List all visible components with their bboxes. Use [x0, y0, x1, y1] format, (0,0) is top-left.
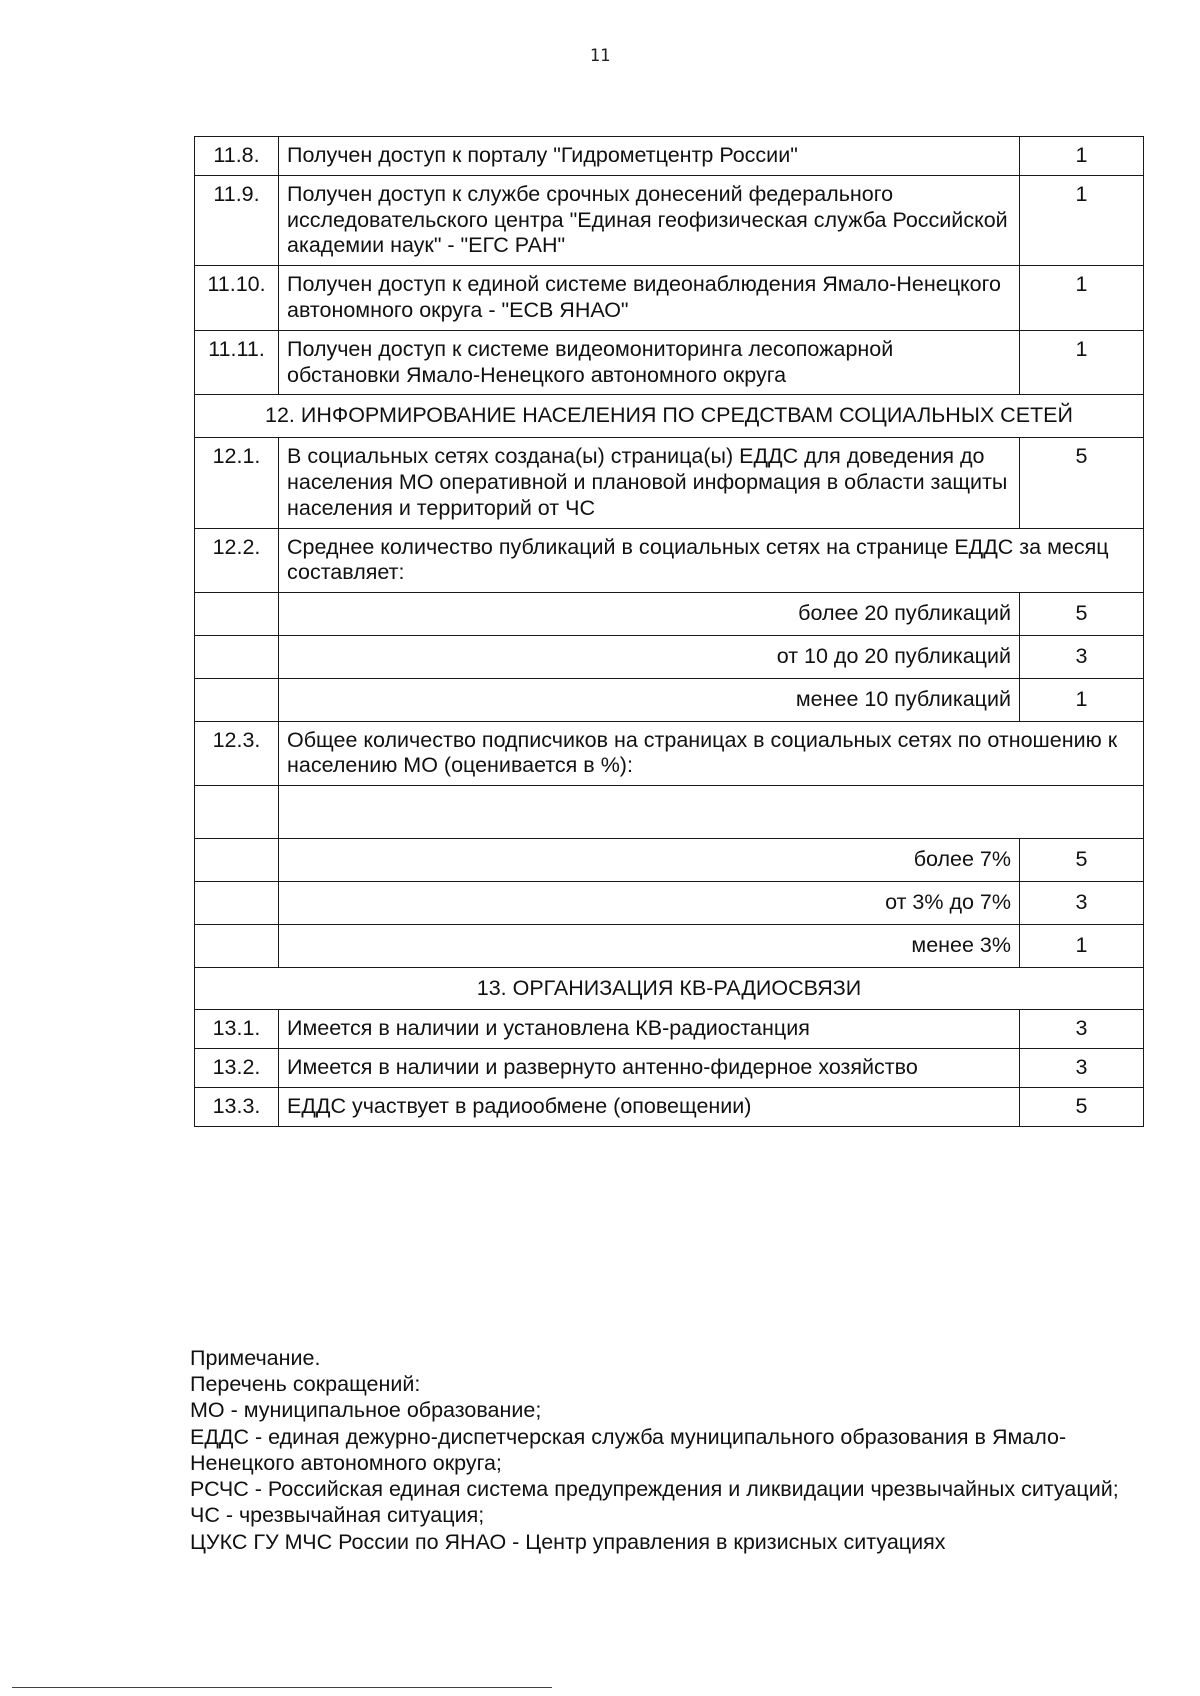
- item-number: 12.1.: [195, 438, 279, 528]
- table-row: [195, 1049, 1144, 1088]
- table-row: [195, 330, 1144, 395]
- item-score: 1: [1020, 266, 1144, 331]
- item-text: Общее количество подписчиков на страницах в социальных сетях по отношению к населению МО (оценивается в %):: [279, 721, 1144, 786]
- item-text: Получен доступ к системе видеомониторинга лесопожарной обстановки Ямало-Ненецкого автономного округа: [279, 330, 1020, 395]
- option-label: более 7%: [279, 839, 1020, 882]
- section-heading: 13. ОРГАНИЗАЦИЯ КВ-РАДИОСВЯЗИ: [195, 967, 1144, 1010]
- notes-section: [190, 1345, 1140, 1555]
- item-score: 5: [1020, 1087, 1144, 1126]
- section-heading: 12. ИНФОРМИРОВАНИЕ НАСЕЛЕНИЯ ПО СРЕДСТВАМ СОЦИАЛЬНЫХ СЕТЕЙ: [195, 395, 1144, 438]
- item-number: 11.10.: [195, 266, 279, 331]
- item-number: 13.2.: [195, 1049, 279, 1088]
- item-number: 13.3.: [195, 1087, 279, 1126]
- item-text: Среднее количество публикаций в социальных сетях на странице ЕДДС за месяц составляет:: [279, 528, 1144, 593]
- note-line: МО - муниципальное образование;: [190, 1398, 542, 1423]
- table-row: [195, 528, 1144, 593]
- empty-cell: [195, 786, 279, 839]
- note-line: ЕДДС - единая дежурно-диспетчерская служба муниципального образования в Ямало-Ненецкого автономного округа;: [190, 1424, 1067, 1475]
- option-row: [195, 881, 1144, 924]
- item-score: 1: [1020, 137, 1144, 176]
- item-number: 11.9.: [195, 175, 279, 265]
- option-score: 5: [1020, 593, 1144, 636]
- empty-cell: [279, 786, 1144, 839]
- option-score: 5: [1020, 839, 1144, 882]
- empty-cell: [195, 678, 279, 721]
- table-row: [195, 1087, 1144, 1126]
- note-line: Примечание.: [190, 1346, 321, 1370]
- item-text: Получен доступ к службе срочных донесений федерального исследовательского центра "Единая геофизическая служба Российской академии наук" - "ЕГС РАН": [279, 175, 1020, 265]
- item-score: 3: [1020, 1010, 1144, 1049]
- criteria-table-body: [195, 137, 1144, 1127]
- criteria-table: [194, 136, 1144, 1127]
- option-row: [195, 678, 1144, 721]
- empty-cell: [195, 881, 279, 924]
- item-text: Имеется в наличии и развернуто антенно-фидерное хозяйство: [279, 1049, 1020, 1088]
- section-heading-row: [195, 967, 1144, 1010]
- table-row: [195, 438, 1144, 528]
- option-score: 3: [1020, 881, 1144, 924]
- table-row: [195, 1010, 1144, 1049]
- empty-row: [195, 786, 1144, 839]
- item-score: 5: [1020, 438, 1144, 528]
- option-row: [195, 593, 1144, 636]
- option-label: менее 10 публикаций: [279, 678, 1020, 721]
- option-row: [195, 924, 1144, 967]
- table-row: [195, 721, 1144, 786]
- option-label: более 20 публикаций: [279, 593, 1020, 636]
- option-score: 1: [1020, 678, 1144, 721]
- item-text: Получен доступ к порталу "Гидрометцентр России": [279, 137, 1020, 176]
- item-number: 11.11.: [195, 330, 279, 395]
- item-text: Получен доступ к единой системе видеонаблюдения Ямало-Ненецкого автономного округа - "ЕСВ ЯНАО": [279, 266, 1020, 331]
- section-heading-row: [195, 395, 1144, 438]
- page-number: 11: [589, 46, 611, 66]
- note-line: ЦУКС ГУ МЧС России по ЯНАО - Центр управления в кризисных ситуациях: [190, 1529, 946, 1554]
- note-line: ЧС - чрезвычайная ситуация;: [190, 1503, 485, 1528]
- empty-cell: [195, 593, 279, 636]
- option-score: 1: [1020, 924, 1144, 967]
- empty-cell: [195, 635, 279, 678]
- item-text: ЕДДС участвует в радиообмене (оповещении): [279, 1087, 1020, 1126]
- table-row: [195, 266, 1144, 331]
- table-row: [195, 137, 1144, 176]
- option-label: от 3% до 7%: [279, 881, 1020, 924]
- item-score: 1: [1020, 330, 1144, 395]
- item-number: 13.1.: [195, 1010, 279, 1049]
- table-row: [195, 175, 1144, 265]
- note-line: РСЧС - Российская единая система предупреждения и ликвидации чрезвычайных ситуаций;: [190, 1477, 1119, 1502]
- item-text: В социальных сетях создана(ы) страница(ы) ЕДДС для доведения до населения МО оперативной и плановой информация в области защиты населения и территорий от ЧС: [279, 438, 1020, 528]
- option-row: [195, 635, 1144, 678]
- option-score: 3: [1020, 635, 1144, 678]
- item-text: Имеется в наличии и установлена КВ-радиостанция: [279, 1010, 1020, 1049]
- item-score: 3: [1020, 1049, 1144, 1088]
- item-score: 1: [1020, 175, 1144, 265]
- item-number: 12.3.: [195, 721, 279, 786]
- empty-cell: [195, 839, 279, 882]
- option-label: от 10 до 20 публикаций: [279, 635, 1020, 678]
- option-row: [195, 839, 1144, 882]
- empty-cell: [195, 924, 279, 967]
- note-line: Перечень сокращений:: [190, 1372, 421, 1397]
- item-number: 12.2.: [195, 528, 279, 593]
- item-number: 11.8.: [195, 137, 279, 176]
- footer-divider: [12, 1687, 552, 1688]
- option-label: менее 3%: [279, 924, 1020, 967]
